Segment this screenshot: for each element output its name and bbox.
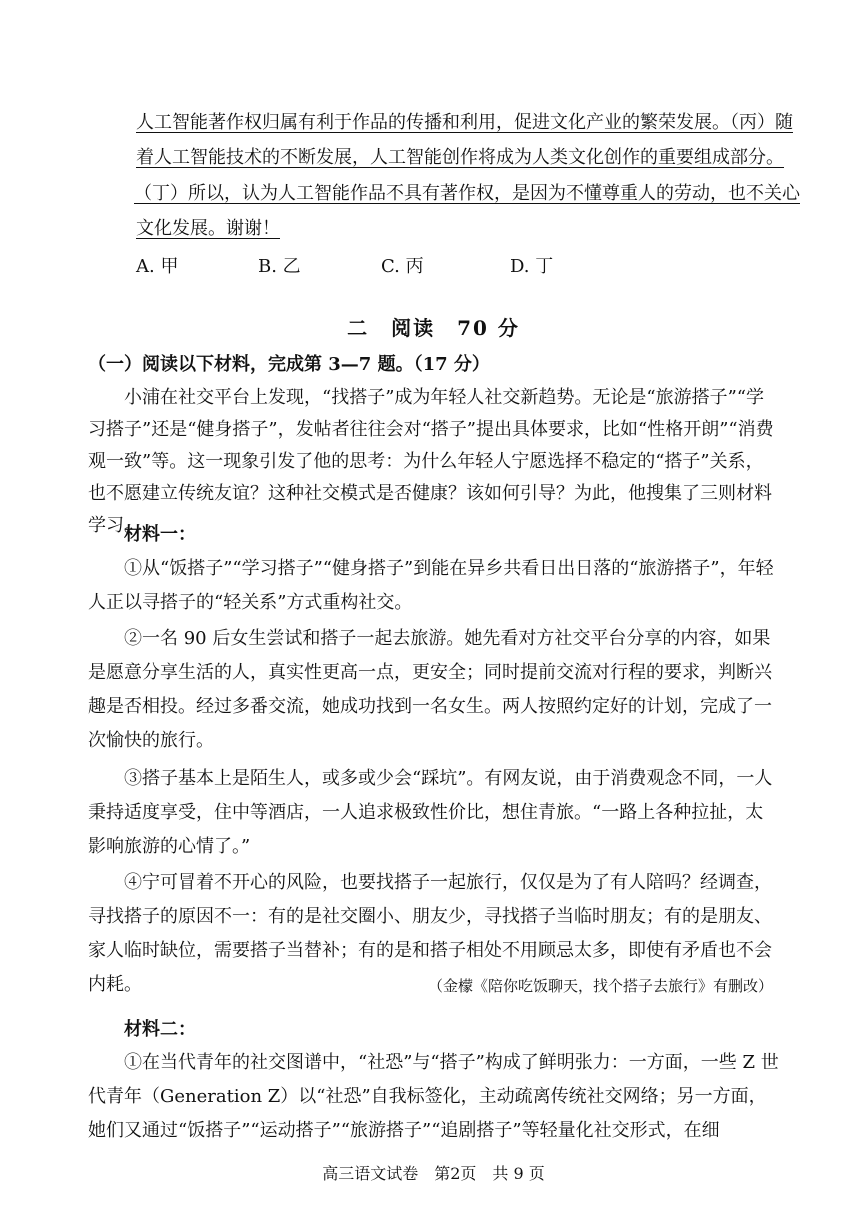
material-1-para-4: ④宁可冒着不开心的风险，也要找搭子一起旅行，仅仅是为了有人陪吗？经调查，寻找搭子的原因不一：有的是社交圈小、朋友少，寻找搭子当临时朋友；有的是朋友、家人临时缺位，需要搭子当替补；有的是和搭子相处不用顾忌太多，即使有矛盾也不会内耗。 bbox=[88, 872, 772, 995]
text-line-3: （丁）所以，认为人工智能作品不具有著作权，是因为不懂尊重人的劳动，也不关心 bbox=[134, 183, 800, 204]
text-line-1: 人工智能著作权归属有利于作品的传播和利用，促进文化产业的繁荣发展。（丙）随 bbox=[136, 112, 793, 133]
question-header: （一）阅读以下材料，完成第 3—7 题。（17 分） bbox=[88, 354, 490, 375]
option-a: A. 甲 bbox=[136, 256, 179, 277]
option-c: C. 丙 bbox=[381, 256, 424, 277]
option-b: B. 乙 bbox=[258, 256, 301, 277]
option-d: D. 丁 bbox=[510, 256, 554, 277]
section-title: 二 阅读 70 分 bbox=[347, 316, 520, 340]
material-2-title: 材料二： bbox=[124, 1019, 196, 1040]
material-1-title: 材料一： bbox=[124, 524, 196, 545]
page-footer: 高三语文试卷 第2页 共 9 页 bbox=[322, 1164, 545, 1183]
material-1-para-3: ③搭子基本上是陌生人，或多或少会“踩坑”。有网友说，由于消费观念不同，一人秉持适度享受，住中等酒店，一人追求极致性价比，想住青旅。“一路上各种拉扯，太影响旅游的心情了。” bbox=[88, 768, 773, 857]
material-2-para-1: ①在当代青年的社交图谱中，“社恐”与“搭子”构成了鲜明张力：一方面，一些 Z 世代青年（Generation Z）以“社恐”自我标签化，主动疏离传统社交网络；另一方面，她们又通过“饭搭子”“运动搭子”“旅游搭子”“追剧搭子”等轻量化社交形式，在细 bbox=[88, 1052, 779, 1141]
text-line-4 bbox=[136, 216, 777, 242]
material-1-para-2: ②一名 90 后女生尝试和搭子一起去旅游。她先看对方社交平台分享的内容，如果是愿意分享生活的人，真实性更高一点，更安全；同时提前交流对行程的要求，判断兴趣是否相投。经过多番交流，她成功找到一名女生。两人按照约定好的计划，完成了一次愉快的旅行。 bbox=[88, 628, 772, 751]
text-line-2: 着人工智能技术的不断发展，人工智能创作将成为人类文化创作的重要组成部分。 bbox=[136, 147, 784, 168]
text-line-4-content: 文化发展。谢谢！ bbox=[136, 218, 280, 239]
material-1-para-1: ①从“饭搭子”“学习搭子”“健身搭子”到能在异乡共看日出日落的“旅游搭子”，年轻人正以寻搭子的“轻关系”方式重构社交。 bbox=[88, 558, 774, 613]
intro-paragraph: 小浦在社交平台上发现，“找搭子”成为年轻人社交新趋势。无论是“旅游搭子”“学习搭子”还是“健身搭子”，发帖者往往会对“搭子”提出具体要求，比如“性格开朗”“消费观一致”等。这一现象引发了他的思考：为什么年轻人宁愿选择不稳定的“搭子”关系，也不愿建立传统友谊？这种社交模式是否健康？该如何引导？为此，他搜集了三则材料学习。 bbox=[88, 387, 774, 536]
material-1-source: （金檬《陪你吃饭聊天，找个搭子去旅行》有删改） bbox=[427, 977, 773, 995]
